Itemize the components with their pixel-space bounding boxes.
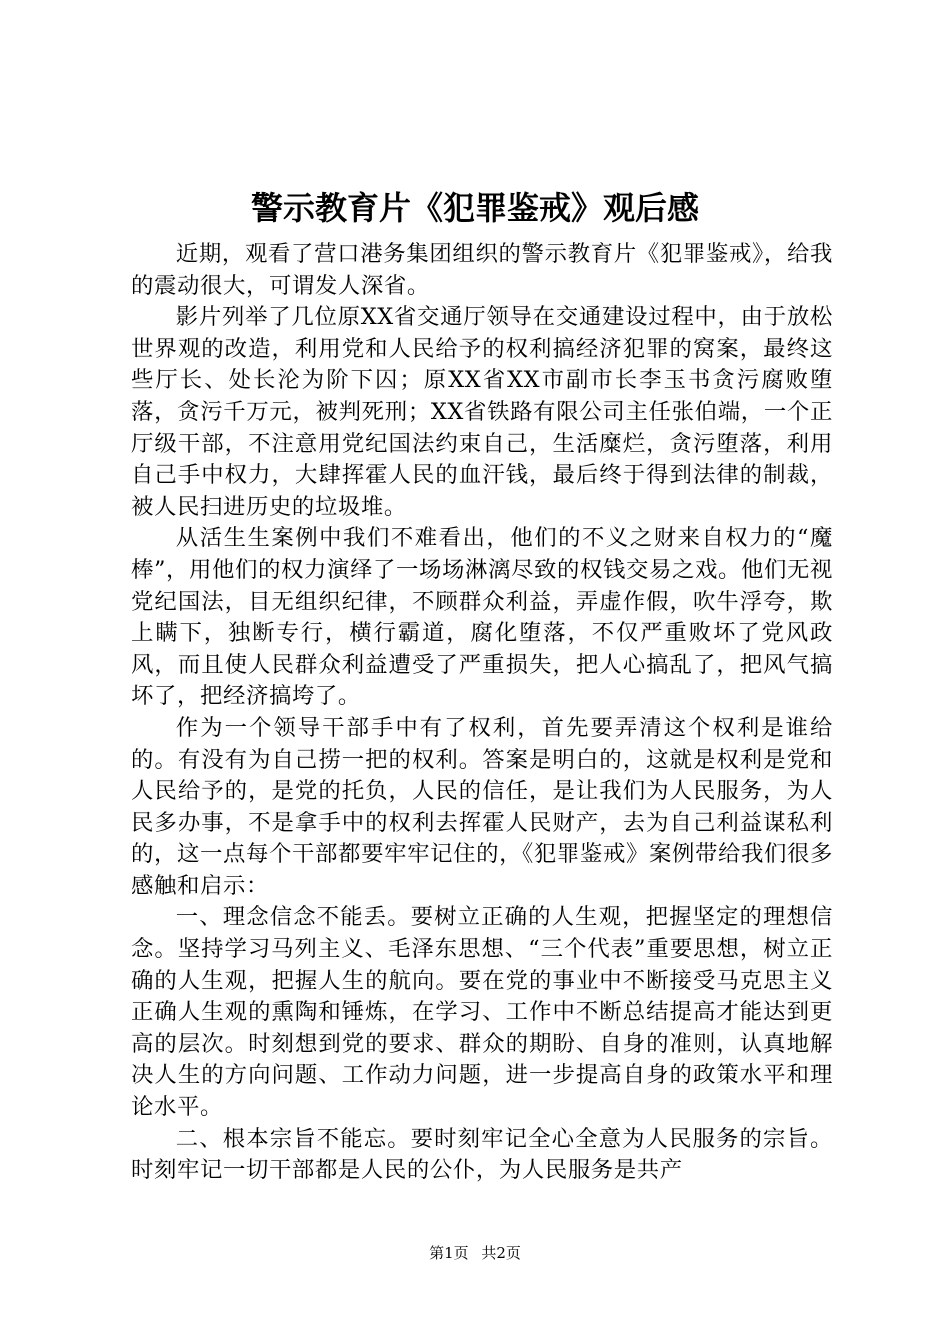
paragraph-4: 作为一个领导干部手中有了权利，首先要弄清这个权利是谁给的。有没有为自己捞一把的权利。答案是明白的，这就是权利是党和人民给予的，是党的托负，人民的信任，是让我们为人民服务，为人民多办事，不是拿手中的权利去挥霍人民财产，去为自己利益谋私利的，这一点每个干部都要牢牢记住的，《犯罪鉴戒》案例带给我们很多感触和启示：	[131, 714, 833, 899]
paragraph-2: 影片列举了几位原XX省交通厅领导在交通建设过程中，由于放松世界观的改造，利用党和人民给予的权利搞经济犯罪的窝案，最终这些厅长、处长沦为阶下囚；原XX省XX市副市长李玉书贪污腐败堕落，贪污千万元，被判死刑；XX省铁路有限公司主任张伯端，一个正厅级干部，不注意用党纪国法约束自己，生活糜烂，贪污堕落，利用自己手中权力，大肆挥霍人民的血汗钱，最后终于得到法律的制裁，被人民扫进历史的垃圾堆。	[131, 304, 833, 520]
paragraph-5: 一、理念信念不能丢。要树立正确的人生观，把握坚定的理想信念。坚持学习马列主义、毛泽东思想、“三个代表”重要思想，树立正确的人生观，把握人生的航向。要在党的事业中不断接受马克思主义正确人生观的熏陶和锤炼，在学习、工作中不断总结提高才能达到更高的层次。时刻想到党的要求、群众的期盼、自身的准则，认真地解决人生的方向问题、工作动力问题，进一步提高自身的政策水平和理论水平。	[131, 904, 833, 1121]
page-total: 共2页	[481, 1244, 521, 1262]
paragraph-6: 二、根本宗旨不能忘。要时刻牢记全心全意为人民服务的宗旨。时刻牢记一切干部都是人民的公仆，为人民服务是共产	[131, 1125, 833, 1184]
page-number: 第1页	[429, 1244, 469, 1262]
document-body	[131, 239, 833, 1187]
paragraph-3: 从活生生案例中我们不难看出，他们的不义之财来自权力的“魔棒”，用他们的权力演绎了一场场淋漓尽致的权钱交易之戏。他们无视党纪国法，目无组织纪律，不顾群众利益，弄虚作假，吹牛浮夸，欺上瞒下，独断专行，横行霸道，腐化堕落，不仅严重败坏了党风政风，而且使人民群众利益遭受了严重损失，把人心搞乱了，把风气搞坏了，把经济搞垮了。	[131, 525, 833, 710]
document-title: 警示教育片《犯罪鉴戒》观后感	[250, 189, 699, 227]
paragraph-1: 近期，观看了营口港务集团组织的警示教育片《犯罪鉴戒》，给我的震动很大，可谓发人深省。	[131, 241, 833, 299]
page-footer	[0, 1243, 950, 1263]
